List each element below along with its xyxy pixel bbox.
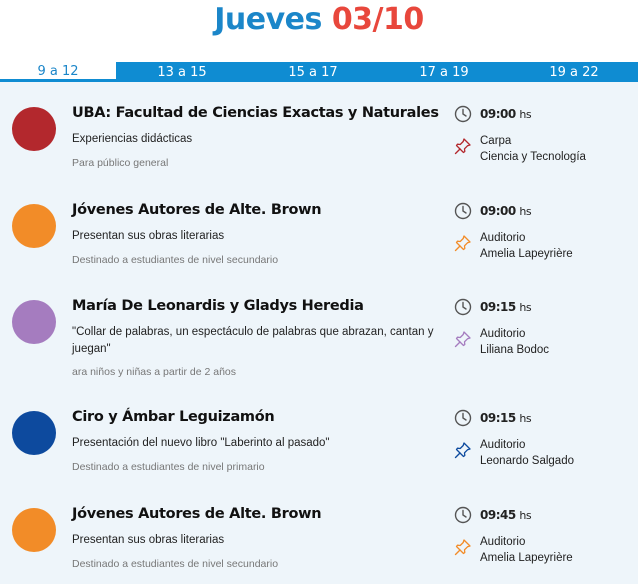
place-line1: Auditorio bbox=[480, 536, 526, 548]
time-unit: hs bbox=[519, 412, 532, 425]
time-value: 09:00 bbox=[480, 204, 516, 218]
pushpin-orange-icon bbox=[454, 538, 472, 556]
pushpin-purple-icon bbox=[454, 330, 472, 348]
time-value: 09:00 bbox=[480, 107, 516, 121]
event-title: Ciro y Ámbar Leguizamón bbox=[72, 409, 275, 425]
place-line2: Amelia Lapeyrière bbox=[480, 248, 573, 260]
title-day: Jueves bbox=[214, 2, 322, 37]
clock-icon bbox=[454, 506, 472, 524]
clock-icon bbox=[454, 298, 472, 316]
time-tabs bbox=[0, 62, 638, 82]
tab-17-a-19[interactable]: 17 a 19 bbox=[378, 62, 510, 82]
pushpin-orange-icon bbox=[454, 234, 472, 252]
event-audience: ara niños y niñas a partir de 2 años bbox=[72, 366, 237, 378]
tab-15-a-17[interactable]: 15 a 17 bbox=[248, 62, 378, 82]
event-title: UBA: Facultad de Ciencias Exactas y Naturales bbox=[72, 105, 439, 121]
place-line2: Leonardo Salgado bbox=[480, 455, 574, 467]
category-dot bbox=[12, 300, 56, 344]
place-line1: Auditorio bbox=[480, 232, 526, 244]
category-dot bbox=[12, 411, 56, 455]
event-time bbox=[480, 107, 531, 121]
clock-icon bbox=[454, 105, 472, 123]
place-line2: Liliana Bodoc bbox=[480, 344, 550, 356]
category-dot bbox=[12, 508, 56, 552]
event-place bbox=[480, 534, 573, 566]
event-place bbox=[480, 133, 586, 165]
event-list bbox=[0, 82, 638, 584]
tab-13-a-15[interactable]: 13 a 15 bbox=[116, 62, 248, 82]
event-title: Jóvenes Autores de Alte. Brown bbox=[72, 506, 322, 522]
event-place bbox=[480, 437, 574, 469]
place-line2: Ciencia y Tecnología bbox=[480, 151, 586, 163]
event-description: Presentan sus obras literarias bbox=[72, 534, 225, 546]
event-title: María De Leonardis y Gladys Heredia bbox=[72, 298, 364, 314]
event-audience: Destinado a estudiantes de nivel secundario bbox=[72, 558, 279, 570]
place-line1: Auditorio bbox=[480, 328, 526, 340]
event-time bbox=[480, 411, 531, 425]
time-unit: hs bbox=[519, 509, 532, 522]
event-audience: Destinado a estudiantes de nivel secundario bbox=[72, 254, 279, 266]
title-date: 03/10 bbox=[331, 2, 424, 37]
event-place bbox=[480, 230, 573, 262]
place-line1: Carpa bbox=[480, 135, 512, 147]
place-line2: Amelia Lapeyrière bbox=[480, 552, 573, 564]
event-place bbox=[480, 326, 549, 358]
category-dot bbox=[12, 204, 56, 248]
category-dot bbox=[12, 107, 56, 151]
tab-9-a-12[interactable]: 9 a 12 bbox=[0, 62, 116, 82]
pushpin-red-icon bbox=[454, 137, 472, 155]
event-description: Presentación del nuevo libro "Laberinto al pasado" bbox=[72, 437, 330, 449]
clock-icon bbox=[454, 202, 472, 220]
event-description: "Collar de palabras, un espectáculo de palabras que abrazan, cantan y juegan" bbox=[72, 326, 434, 355]
pushpin-blue-icon bbox=[454, 441, 472, 459]
event-time bbox=[480, 300, 531, 314]
place-line1: Auditorio bbox=[480, 439, 526, 451]
event-description: Experiencias didácticas bbox=[72, 133, 193, 145]
time-unit: hs bbox=[519, 301, 532, 314]
time-value: 09:45 bbox=[480, 508, 516, 522]
tab-19-a-22[interactable]: 19 a 22 bbox=[510, 62, 638, 82]
event-time bbox=[480, 204, 531, 218]
clock-icon bbox=[454, 409, 472, 427]
event-description: Presentan sus obras literarias bbox=[72, 230, 225, 242]
event-audience: Para público general bbox=[72, 157, 169, 169]
event-audience: Destinado a estudiantes de nivel primario bbox=[72, 461, 265, 473]
time-value: 09:15 bbox=[480, 411, 516, 425]
event-time bbox=[480, 508, 531, 522]
event-title: Jóvenes Autores de Alte. Brown bbox=[72, 202, 322, 218]
page-title bbox=[0, 2, 638, 37]
time-unit: hs bbox=[519, 205, 532, 218]
time-unit: hs bbox=[519, 108, 532, 121]
time-value: 09:15 bbox=[480, 300, 516, 314]
